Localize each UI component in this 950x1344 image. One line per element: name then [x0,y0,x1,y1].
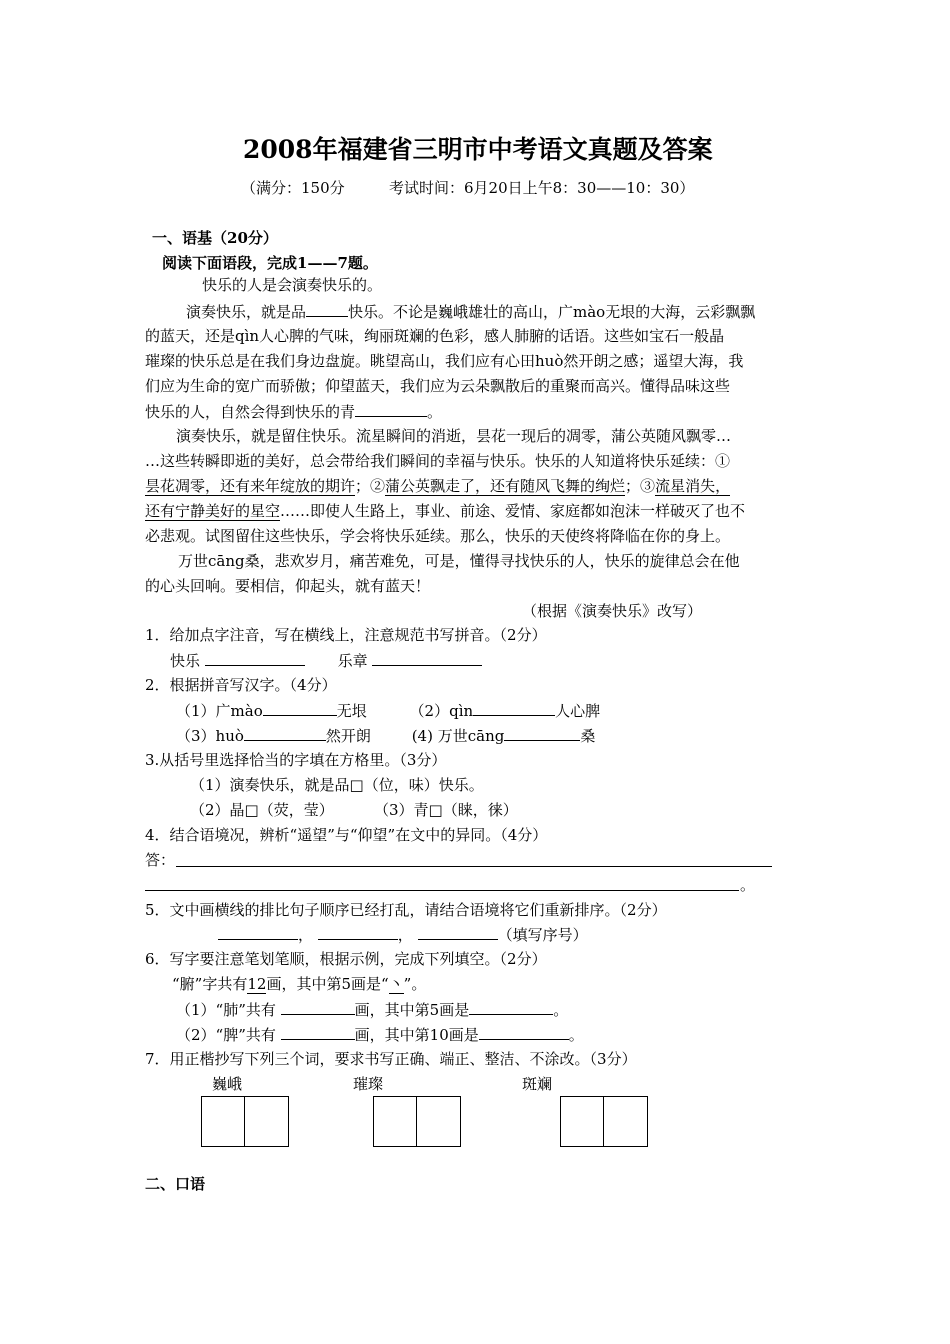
page-title: 2008年福建省三明市中考语文真题及答案 [243,135,713,164]
answer-label: 答： [145,851,176,869]
underlined-sentence-2: 蒲公英飘走了，还有随风飞舞的绚烂 [385,477,626,495]
writing-grid-2[interactable] [373,1096,461,1147]
answer-blank[interactable] [281,999,355,1015]
question-3-item-2: （2）晶□（荧，莹） [190,801,334,819]
answer-line-1[interactable] [176,866,772,867]
section-2-heading: 二、口语 [145,1175,206,1193]
answer-blank[interactable] [281,1024,355,1040]
copy-word-1: 巍峨 [212,1075,243,1093]
question-6-item-2: （2）“脾”共有 画，其中第10画是 。 [176,1026,584,1044]
question-2: 2．根据拼音写汉字。（4分） [145,676,337,694]
passage-p2-line1: 演奏快乐，就是留住快乐。流星瞬间的消逝，昙花一现后的凋零，蒲公英随风飘零… [176,427,732,445]
passage-intro: 快乐的人是会演奏快乐的。 [202,276,383,294]
question-1-items: 快乐 乐章 [170,650,482,671]
answer-blank[interactable] [479,1024,569,1040]
answer-blank[interactable] [372,650,482,666]
answer-blank[interactable] [205,650,305,666]
passage-p1-line3: 璀璨的快乐总是在我们身边盘旋。眺望高山，我们应有心田huò然开朗之感；遥望大海，我 [145,352,744,370]
answer-blank[interactable] [263,700,337,716]
order-blank-3[interactable] [418,924,498,940]
question-6: 6．写字要注意笔划笔顺，根据示例，完成下列填空。（2分） [145,950,547,968]
question-5: 5．文中画横线的排比句子顺序已经打乱，请结合语境将它们重新排序。（2分） [145,901,667,919]
passage-p2-line2: …这些转瞬即逝的美好，总会带给我们瞬间的幸福与快乐。快乐的人知道将快乐延续：① [145,452,731,470]
copy-word-3: 斑斓 [522,1075,553,1093]
answer-blank[interactable] [469,999,553,1015]
passage-p2-line4: 还有宁静美好的星空……即使人生路上，事业、前途、爱情、家庭都如泡沫一样破灭了也不 [145,502,746,520]
passage-p3-line2: 的心头回响。要相信，仰起头，就有蓝天！ [145,577,431,595]
passage-p1-line2: 的蓝天，还是qìn人心脾的气味，绚丽斑斓的色彩，感人肺腑的话语。这些如宝石一般晶 [145,327,725,345]
question-6-item-1: （1）“肺”共有 画，其中第5画是 。 [176,1001,569,1019]
passage-p1-line5: 快乐的人，自然会得到快乐的青 。 [145,403,443,421]
order-blank-1[interactable] [218,924,298,940]
answer-end: 。 [740,876,756,894]
answer-blank[interactable] [504,725,580,741]
question-2-row1: （1）广mào 无垠 （2）qìn 人心脾 [176,702,601,720]
question-4: 4．结合语境况，辨析“遥望”与“仰望”在文中的异同。（4分） [145,826,548,844]
section-1-heading: 一、语基（20分） [152,229,278,247]
passage-source: （根据《演奏快乐》改写） [522,602,703,620]
order-blank-2[interactable] [318,924,398,940]
question-7: 7．用正楷抄写下列三个词，要求书写正确、端正、整洁、不涂改。（3分） [145,1050,637,1068]
exam-time: 考试时间：6月20日上午8：30——10：30） [389,179,695,197]
underlined-sentence-3: 流星消失， [655,477,731,495]
underlined-sentence-3-cont: 还有宁静美好的星空 [145,502,281,520]
answer-line-2[interactable] [145,890,739,891]
passage-p3-line1: 万世cāng桑，悲欢岁月，痛苦难免，可是，懂得寻找快乐的人，快乐的旋律总会在他 [178,552,740,570]
passage-p2-line5: 必悲观。试图留住这些快乐，学会将快乐延续。那么，快乐的天使终将降临在你的身上。 [145,527,731,545]
writing-grid-1[interactable] [201,1096,289,1147]
copy-word-2: 璀璨 [353,1075,384,1093]
question-6-example: “腑”字共有12画，其中第5画是“丶”。 [172,975,427,993]
question-3-item-3: （3）青□（睐，徕） [374,801,518,819]
answer-blank[interactable] [244,725,326,741]
question-2-row2: （3）huò 然开朗 (4) 万世cāng 桑 [176,727,596,745]
question-5-answer: ， ， （填写序号） [218,924,588,945]
answer-blank[interactable] [473,700,555,716]
section-1-instruction: 阅读下面语段，完成1——7题。 [162,254,378,272]
question-3-item-1: （1）演奏快乐，就是品□（位，味）快乐。 [190,776,484,794]
question-3: 3.从括号里选择恰当的字填在方格里。（3分） [145,751,447,769]
passage-p2-line3: 昙花凋零，还有来年绽放的期许；②蒲公英飘走了，还有随风飞舞的绚烂；③流星消失， [145,477,731,495]
exam-score: （满分：150分 [241,179,345,197]
passage-p1-line4: 们应为生命的宽广而骄傲；仰望蓝天，我们应为云朵飘散后的重聚而高兴。懂得品味这些 [145,377,731,395]
question-1: 1．给加点字注音，写在横线上，注意规范书写拼音。（2分） [145,626,547,644]
underlined-sentence-1: 昙花凋零，还有来年绽放的期许 [145,477,356,495]
passage-p1-line1: 演奏快乐，就是品 快乐。不论是巍峨雄壮的高山，广mào无垠的大海，云彩飘飘 [186,303,756,321]
writing-grid-3[interactable] [560,1096,648,1147]
